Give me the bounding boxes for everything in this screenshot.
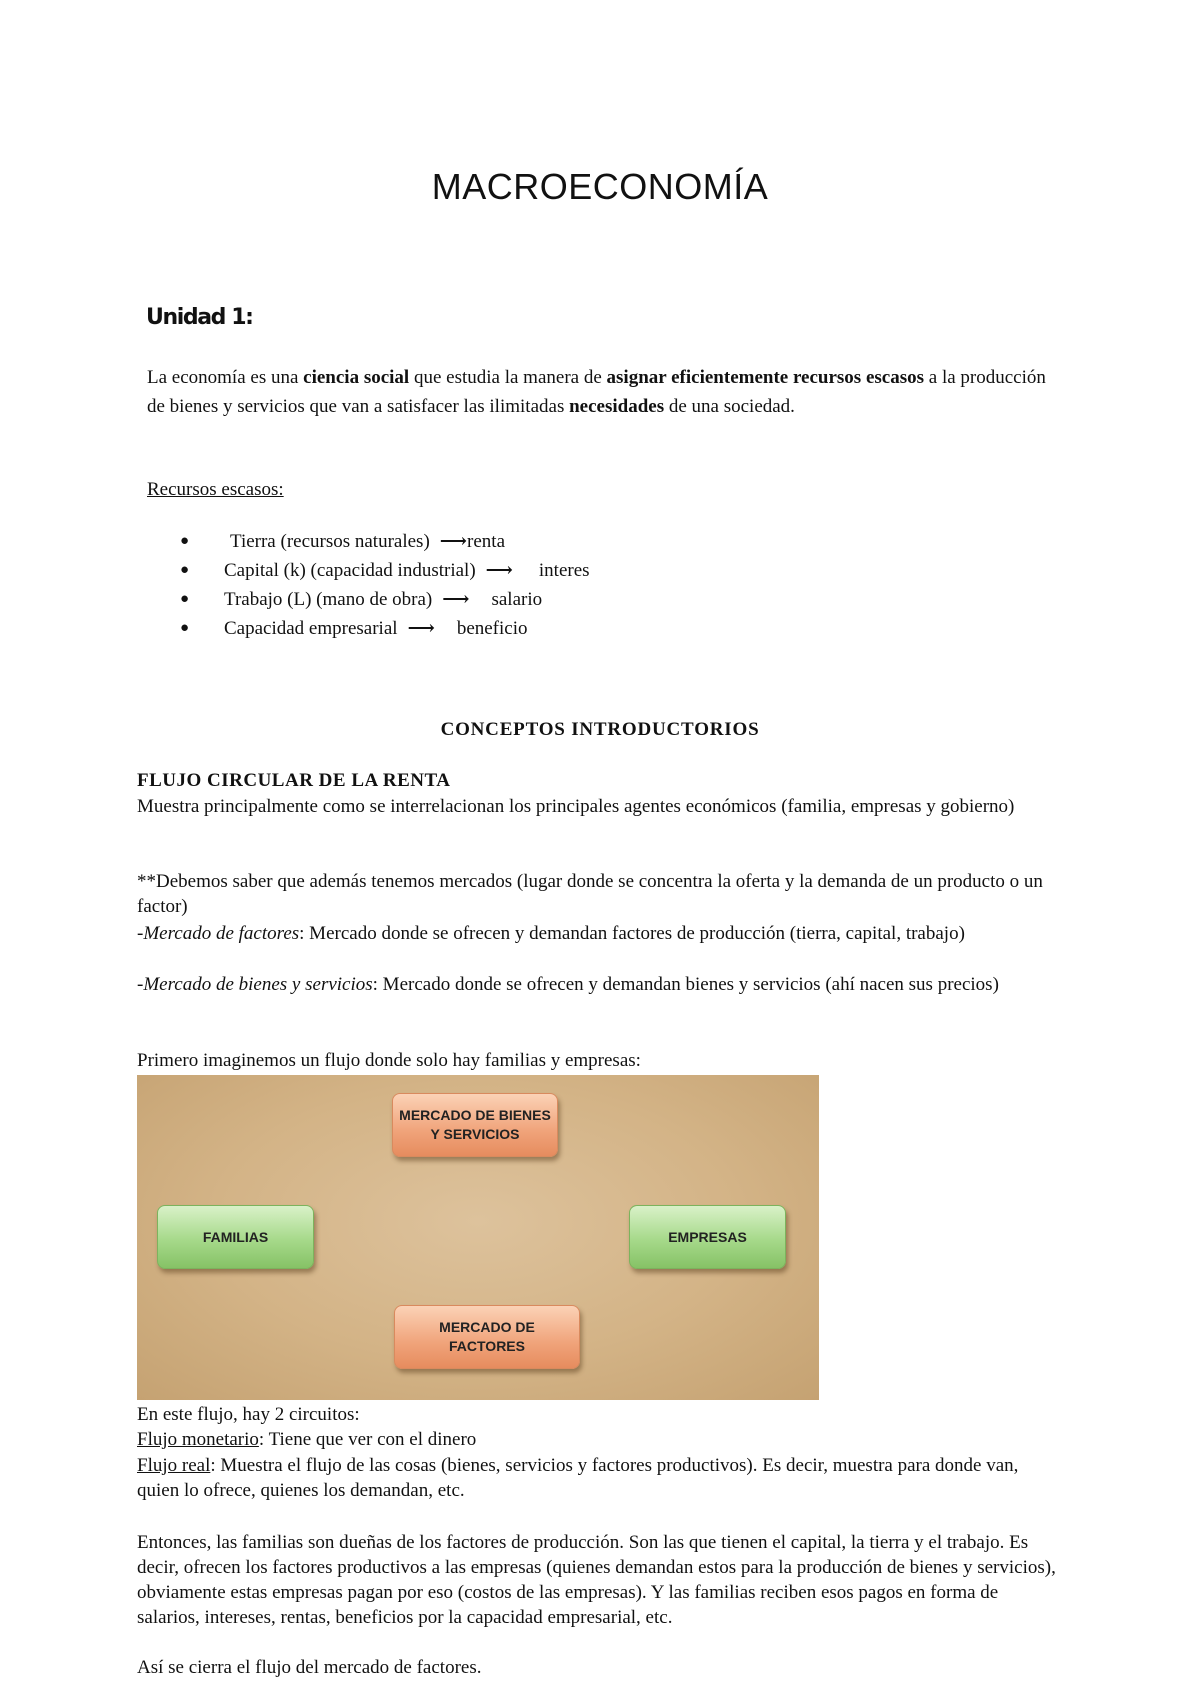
- list-item: [180, 556, 590, 585]
- list-item: [180, 614, 590, 643]
- familias-paragraph: Entonces, las familias son dueñas de los factores de producción. Son las que tienen el capital, la tierra y el trabajo. Es decir, ofrecen los factores productivos a las empresas (quienes demandan estos para la producción de bienes y servicios), obviamente estas empresas pagan por eso (costos de las empresas). Y las familias reciben esos pagos en forma de salarios, intereses, rentas, beneficios por la capacidad empresarial, etc.: [137, 1532, 1056, 1628]
- circuitos-paragraph: En este flujo, hay 2 circuitos:: [137, 1404, 360, 1425]
- flujo-real-text: : Muestra el flujo de las cosas (bienes, servicios y factores productivos). Es decir, muestra para donde van, quien lo ofrece, quienes los demandan, etc.: [137, 1455, 1019, 1501]
- mercado-bienes-box: MERCADO DE BIENES Y SERVICIOS: [392, 1093, 558, 1157]
- definition-paragraph: [147, 363, 1047, 421]
- definition-bold-2: asignar eficientemente recursos escasos: [606, 367, 925, 388]
- flujo-heading: FLUJO CIRCULAR DE LA RENTA: [137, 770, 451, 791]
- bullet-icon: ●: [180, 562, 190, 578]
- definition-text-3: a la producción de bienes y servicios que van a satisfacer las ilimitadas: [147, 367, 1046, 417]
- flujo-paragraph: Muestra principalmente como se interrelacionan los principales agentes económicos (familia, empresas y gobierno): [137, 796, 1015, 817]
- resource-payment: interes: [538, 560, 590, 581]
- definition-text-4: de una sociedad.: [664, 396, 795, 417]
- resource-payment: beneficio: [456, 618, 528, 639]
- resource-payment: renta: [467, 531, 506, 552]
- resource-factor: Trabajo (L) (mano de obra): [224, 589, 433, 610]
- mercado-factores-paragraph: [137, 921, 1057, 946]
- resources-heading: Recursos escasos:: [147, 479, 284, 500]
- mercado-bienes-text: : Mercado donde se ofrecen y demandan bienes y servicios (ahí nacen sus precios): [372, 974, 999, 995]
- mercados-paragraph: **Debemos saber que además tenemos mercados (lugar donde se concentra la oferta y la demanda de un producto o un factor): [137, 871, 1043, 917]
- mercado-bienes-paragraph: [137, 972, 1057, 997]
- mercado-factores-box: MERCADO DE FACTORES: [394, 1305, 580, 1369]
- section-heading: CONCEPTOS INTRODUCTORIOS: [440, 719, 760, 740]
- familias-box: FAMILIAS: [157, 1205, 314, 1269]
- bullet-icon: ●: [180, 533, 190, 549]
- arrow-right-icon: ⟶: [442, 589, 470, 610]
- list-item: [180, 585, 590, 614]
- arrow-right-icon: ⟶: [407, 618, 435, 639]
- empresas-box: EMPRESAS: [629, 1205, 786, 1269]
- resource-factor: Tierra (recursos naturales): [230, 531, 430, 552]
- resources-list: [180, 527, 590, 643]
- resource-factor: Capital (k) (capacidad industrial): [224, 560, 476, 581]
- resource-payment: salario: [491, 589, 543, 610]
- flujo-monetario-paragraph: [137, 1427, 1057, 1452]
- list-item: [180, 527, 590, 556]
- definition-bold-3: necesidades: [569, 396, 665, 417]
- page-title: MACROECONOMÍA: [431, 166, 769, 207]
- arrow-right-icon: ⟶: [485, 560, 513, 581]
- unit-heading: Unidad 1:: [146, 305, 253, 330]
- circular-flow-diagram: [137, 1075, 819, 1400]
- flujo-real-paragraph: [137, 1453, 1057, 1503]
- definition-text-2: que estudia la manera de: [409, 367, 607, 388]
- flujo-monetario-label: Flujo monetario: [137, 1429, 259, 1450]
- bullet-icon: ●: [180, 620, 190, 636]
- mercado-factores-text: : Mercado donde se ofrecen y demandan factores de producción (tierra, capital, trabajo): [299, 923, 965, 944]
- imagine-paragraph: Primero imaginemos un flujo donde solo hay familias y empresas:: [137, 1050, 641, 1071]
- mercado-factores-label: -Mercado de factores: [137, 923, 300, 944]
- mercado-bienes-label: -Mercado de bienes y servicios: [137, 974, 373, 995]
- definition-text-1: La economía es una: [147, 367, 304, 388]
- resource-factor: Capacidad empresarial: [224, 618, 398, 639]
- flujo-monetario-text: : Tiene que ver con el dinero: [258, 1429, 477, 1450]
- definition-bold-1: ciencia social: [303, 367, 410, 388]
- flujo-real-label: Flujo real: [137, 1455, 211, 1476]
- cierre-paragraph: Así se cierra el flujo del mercado de factores.: [137, 1657, 482, 1678]
- arrow-right-icon: ⟶: [439, 531, 468, 552]
- bullet-icon: ●: [180, 591, 190, 607]
